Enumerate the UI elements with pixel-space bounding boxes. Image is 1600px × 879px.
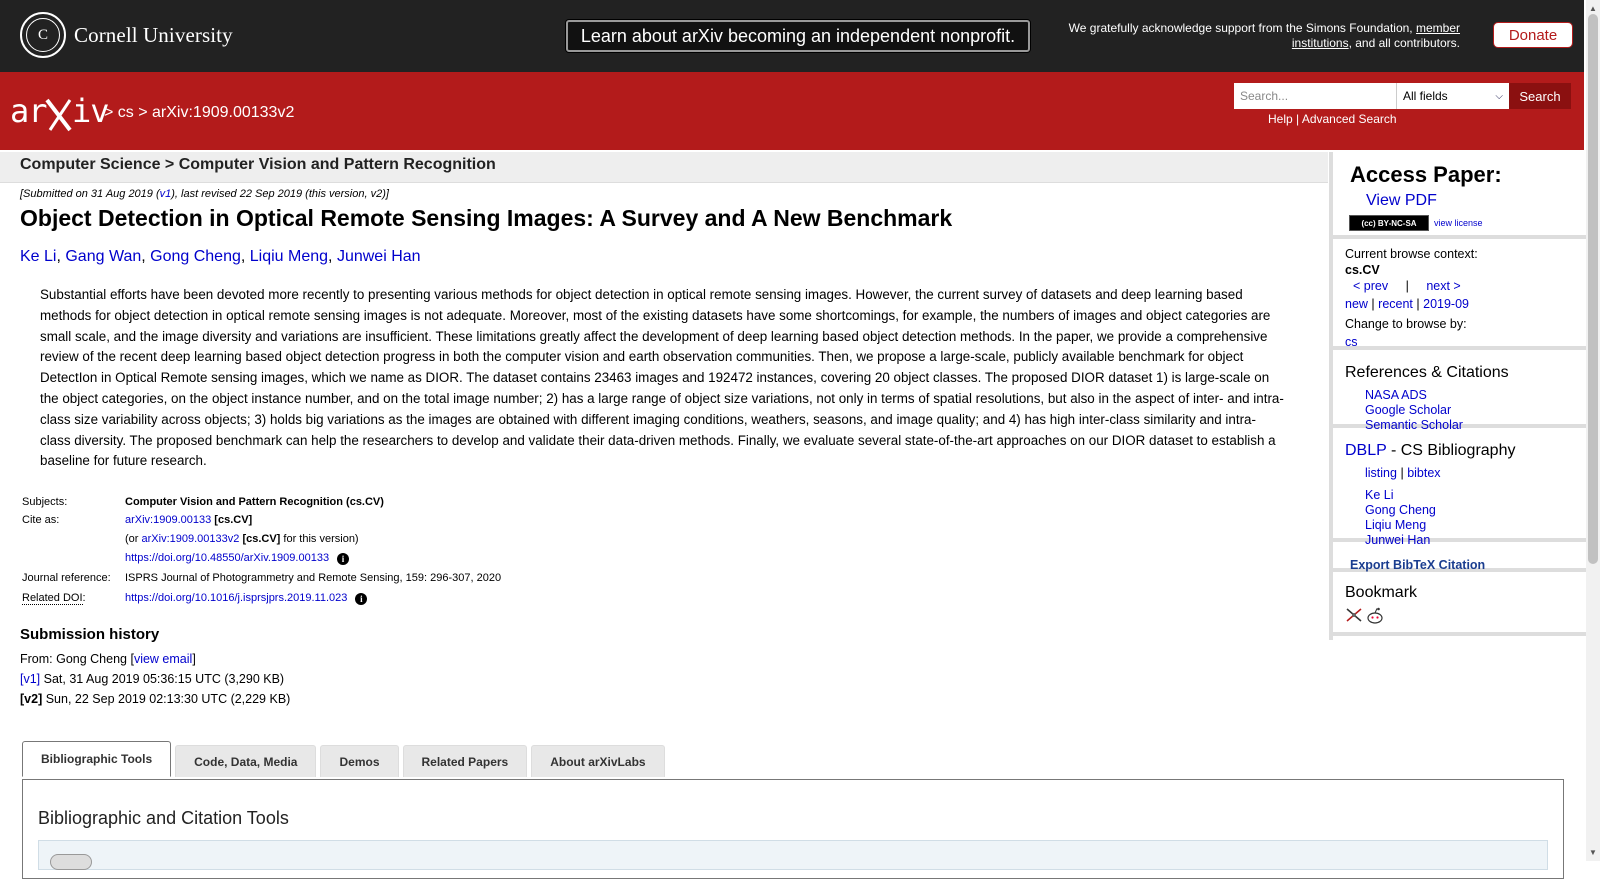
change-browse-label: Change to browse by: [1345, 317, 1467, 331]
browse-context-label: Current browse context: [1345, 247, 1478, 261]
info-icon[interactable]: i [355, 593, 367, 605]
nasa-ads-link[interactable]: NASA ADS [1365, 388, 1427, 402]
institution-name: Cornell University [74, 22, 233, 47]
arxiv-logo[interactable] [10, 92, 109, 143]
bookmark-heading: Bookmark [1345, 584, 1418, 601]
dblp-author-link[interactable]: Junwei Han [1365, 533, 1431, 547]
submission-history-heading: Submission history [20, 626, 160, 643]
search-field-select[interactable]: All fields ⌵ [1396, 83, 1509, 109]
author-link[interactable]: Junwei Han [336, 248, 421, 265]
arxiv-doi-link[interactable]: https://doi.org/10.48550/arXiv.1909.00133 [125, 552, 330, 564]
view-license-link[interactable]: view license [1434, 218, 1483, 228]
view-pdf-link[interactable]: View PDF [1366, 192, 1437, 209]
dblp-link[interactable]: DBLP [1345, 442, 1387, 459]
abstract: Substantial efforts have been devoted more recently to presenting various methods for object detection in optical remote sensing images. However, the current survey of datasets and deep learning based methods for object detection in optical remote sensing images is not adequate. Moreover, most of the existing datasets have some shortcomings, for example, the numbers of images and object categories are small scale, and the image diversity and variations are insufficient. These limitations greatly affect the development of deep learning based object detection methods. In the paper, we provide a comprehensive review of the recent deep learning based object detection progress in both the computer vision and earth observation communities. Then, we propose a large-scale, publicly available benchmark for object DetectIon in Optical Remote sensing images, which we name as DIOR. The dataset contains 23463 images and 192472 instances, covering 20 object classes. The proposed DIOR dataset 1) is large-scale on the object categories, on the object instance number, and on the total image number; 2) has a large range of object size variations, not only in terms of spatial resolutions, but also in the aspect of inter- and intra-class size variability across objects; 3) holds big variations as the images are obtained with different imaging conditions, weathers, seasons, and image quality; and 4) has high inter-class similarity and intra-class diversity. The proposed benchmark can help the researchers to develop and validate their data-driven methods. Finally, we evaluate several state-of-the-art approaches on our DIOR dataset to establish a baseline for future research. [40, 287, 1284, 469]
journal-label: Journal reference: [22, 572, 111, 584]
dblp-bibtex-link[interactable]: bibtex [1407, 466, 1441, 480]
month-link[interactable]: 2019-09 [1423, 297, 1469, 311]
bibsonomy-icon[interactable] [1345, 607, 1363, 623]
cite-arxiv-link[interactable]: arXiv:1909.00133 [125, 514, 212, 526]
category-path: Computer Science > Computer Vision and Pattern Recognition [20, 156, 496, 173]
submitter: From: Gong Cheng [view email] [20, 652, 196, 666]
cc-license-icon[interactable]: (cc) BY-NC-SA [1349, 215, 1429, 231]
cornell-seal-icon: C [20, 12, 66, 58]
paper-title: Object Detection in Optical Remote Sensing Images: A Survey and A New Benchmark [20, 205, 953, 231]
tab-bar [22, 745, 669, 777]
related-doi-link[interactable]: https://doi.org/10.1016/j.isprsjprs.2019.11.023 [125, 592, 348, 604]
acknowledgment-text: We gratefully acknowledge support from the Simons Foundation, member institutions, and all contributors. [1068, 21, 1460, 50]
dblp-listing-link[interactable]: listing [1365, 466, 1397, 480]
cite-arxiv-v2-link[interactable]: arXiv:1909.00133v2 [141, 533, 240, 545]
tab-related-papers[interactable]: Related Papers [403, 745, 528, 777]
announcement-banner[interactable]: Learn about arXiv becoming an independent nonprofit. [566, 20, 1030, 52]
version-1: [v1] Sat, 31 Aug 2019 05:36:15 UTC (3,290 KB) [20, 672, 285, 686]
reddit-icon[interactable] [1365, 607, 1385, 625]
tab-bibliographic-tools[interactable]: Bibliographic Tools [22, 741, 171, 777]
info-icon[interactable]: i [337, 553, 349, 565]
bookmark-box [1333, 572, 1586, 636]
svg-text:iv: iv [72, 92, 109, 130]
bookmark-icons [1345, 607, 1385, 625]
tool-toggle-row [38, 840, 1548, 870]
license [1349, 215, 1483, 231]
export-bibtex-link[interactable]: Export BibTeX Citation [1350, 558, 1486, 572]
toggle-switch[interactable] [50, 854, 92, 870]
arxiv-logo-icon [10, 92, 109, 134]
browse-cs-link[interactable]: cs [1345, 335, 1358, 349]
version-2: [v2] Sun, 22 Sep 2019 02:13:30 UTC (2,229 KB) [20, 692, 291, 706]
tab-about-arxivlabs[interactable]: About arXivLabs [531, 745, 664, 777]
cite-label: Cite as: [22, 514, 60, 526]
help-links: Help | Advanced Search [1268, 112, 1397, 126]
dblp-author-link[interactable]: Gong Cheng [1365, 503, 1436, 517]
version-1-link[interactable]: [v1] [20, 672, 41, 686]
prev-link[interactable]: < prev [1353, 279, 1389, 293]
tab-code-data-media[interactable]: Code, Data, Media [175, 745, 316, 777]
scrollbar-thumb[interactable] [1588, 14, 1598, 564]
scroll-up-icon[interactable]: ▲ [1589, 4, 1597, 13]
view-email-link[interactable]: view email [133, 652, 193, 666]
author-link[interactable]: Liqiu Meng [249, 248, 329, 265]
browse-context: cs.CV [1345, 263, 1380, 277]
tab-panel-title: Bibliographic and Citation Tools [38, 808, 289, 828]
next-link[interactable]: next > [1426, 279, 1461, 293]
search-input[interactable]: Search... [1234, 83, 1396, 109]
submission-dates: [Submitted on 31 Aug 2019 (v1), last revised 22 Sep 2019 (this version, v2)] [20, 188, 389, 200]
recent-link[interactable]: recent [1378, 297, 1413, 311]
member-institutions-link[interactable]: member [1415, 21, 1460, 35]
semantic-scholar-link[interactable]: Semantic Scholar [1365, 418, 1463, 432]
advanced-search-link[interactable]: Advanced Search [1301, 112, 1397, 126]
page-scrollbar[interactable] [1586, 0, 1600, 861]
subjects-label: Subjects: [22, 496, 68, 508]
sidebar: Access Paper: View PDF (cc) BY-NC-SA view license Current browse context: cs.CV < prev | next > new | recent | 2019-09 Change to browse by: cs References & Citations NASA ADS Google Scholar Semantic Scholar DBLP - CS Bibliography listing | bibtex Ke Li Gong Cheng Liqiu Meng Junwei Han Export BibTeX Citation Bookmark [1329, 152, 1586, 640]
scroll-down-icon[interactable]: ▼ [1589, 848, 1597, 857]
author-list: Ke Li, Gang Wan, Gong Cheng, Liqiu Meng, Junwei Han [20, 248, 421, 265]
journal-value: ISPRS Journal of Photogrammetry and Remote Sensing, 159: 296-307, 2020 [125, 572, 502, 584]
donate-button[interactable]: Donate [1493, 22, 1573, 48]
related-doi-label: Related DOI [22, 592, 83, 604]
chevron-down-icon: ⌵ [1495, 90, 1503, 102]
tab-demos[interactable]: Demos [320, 745, 398, 777]
dblp-author-link[interactable]: Ke Li [1365, 488, 1394, 502]
access-paper-heading: Access Paper: [1350, 162, 1502, 187]
author-link[interactable]: Gong Cheng [150, 248, 241, 265]
search-button[interactable]: Search [1509, 83, 1571, 109]
v1-link[interactable]: v1 [159, 188, 172, 200]
dblp-author-link[interactable]: Liqiu Meng [1365, 518, 1427, 532]
google-scholar-link[interactable]: Google Scholar [1365, 403, 1452, 417]
author-link[interactable]: Gang Wan [65, 248, 142, 265]
references-heading: References & Citations [1345, 364, 1509, 381]
breadcrumb[interactable]: > cs > arXiv:1909.00133v2 [104, 104, 295, 121]
author-link[interactable]: Ke Li [20, 248, 57, 265]
subjects-value: Computer Vision and Pattern Recognition (cs.CV) [125, 496, 384, 508]
new-link[interactable]: new [1345, 297, 1368, 311]
help-link[interactable]: Help [1268, 112, 1293, 126]
svg-text:ar: ar [10, 92, 47, 130]
cornell-logo[interactable] [20, 12, 233, 58]
member-institutions-link-2[interactable]: institutions [1291, 36, 1349, 50]
